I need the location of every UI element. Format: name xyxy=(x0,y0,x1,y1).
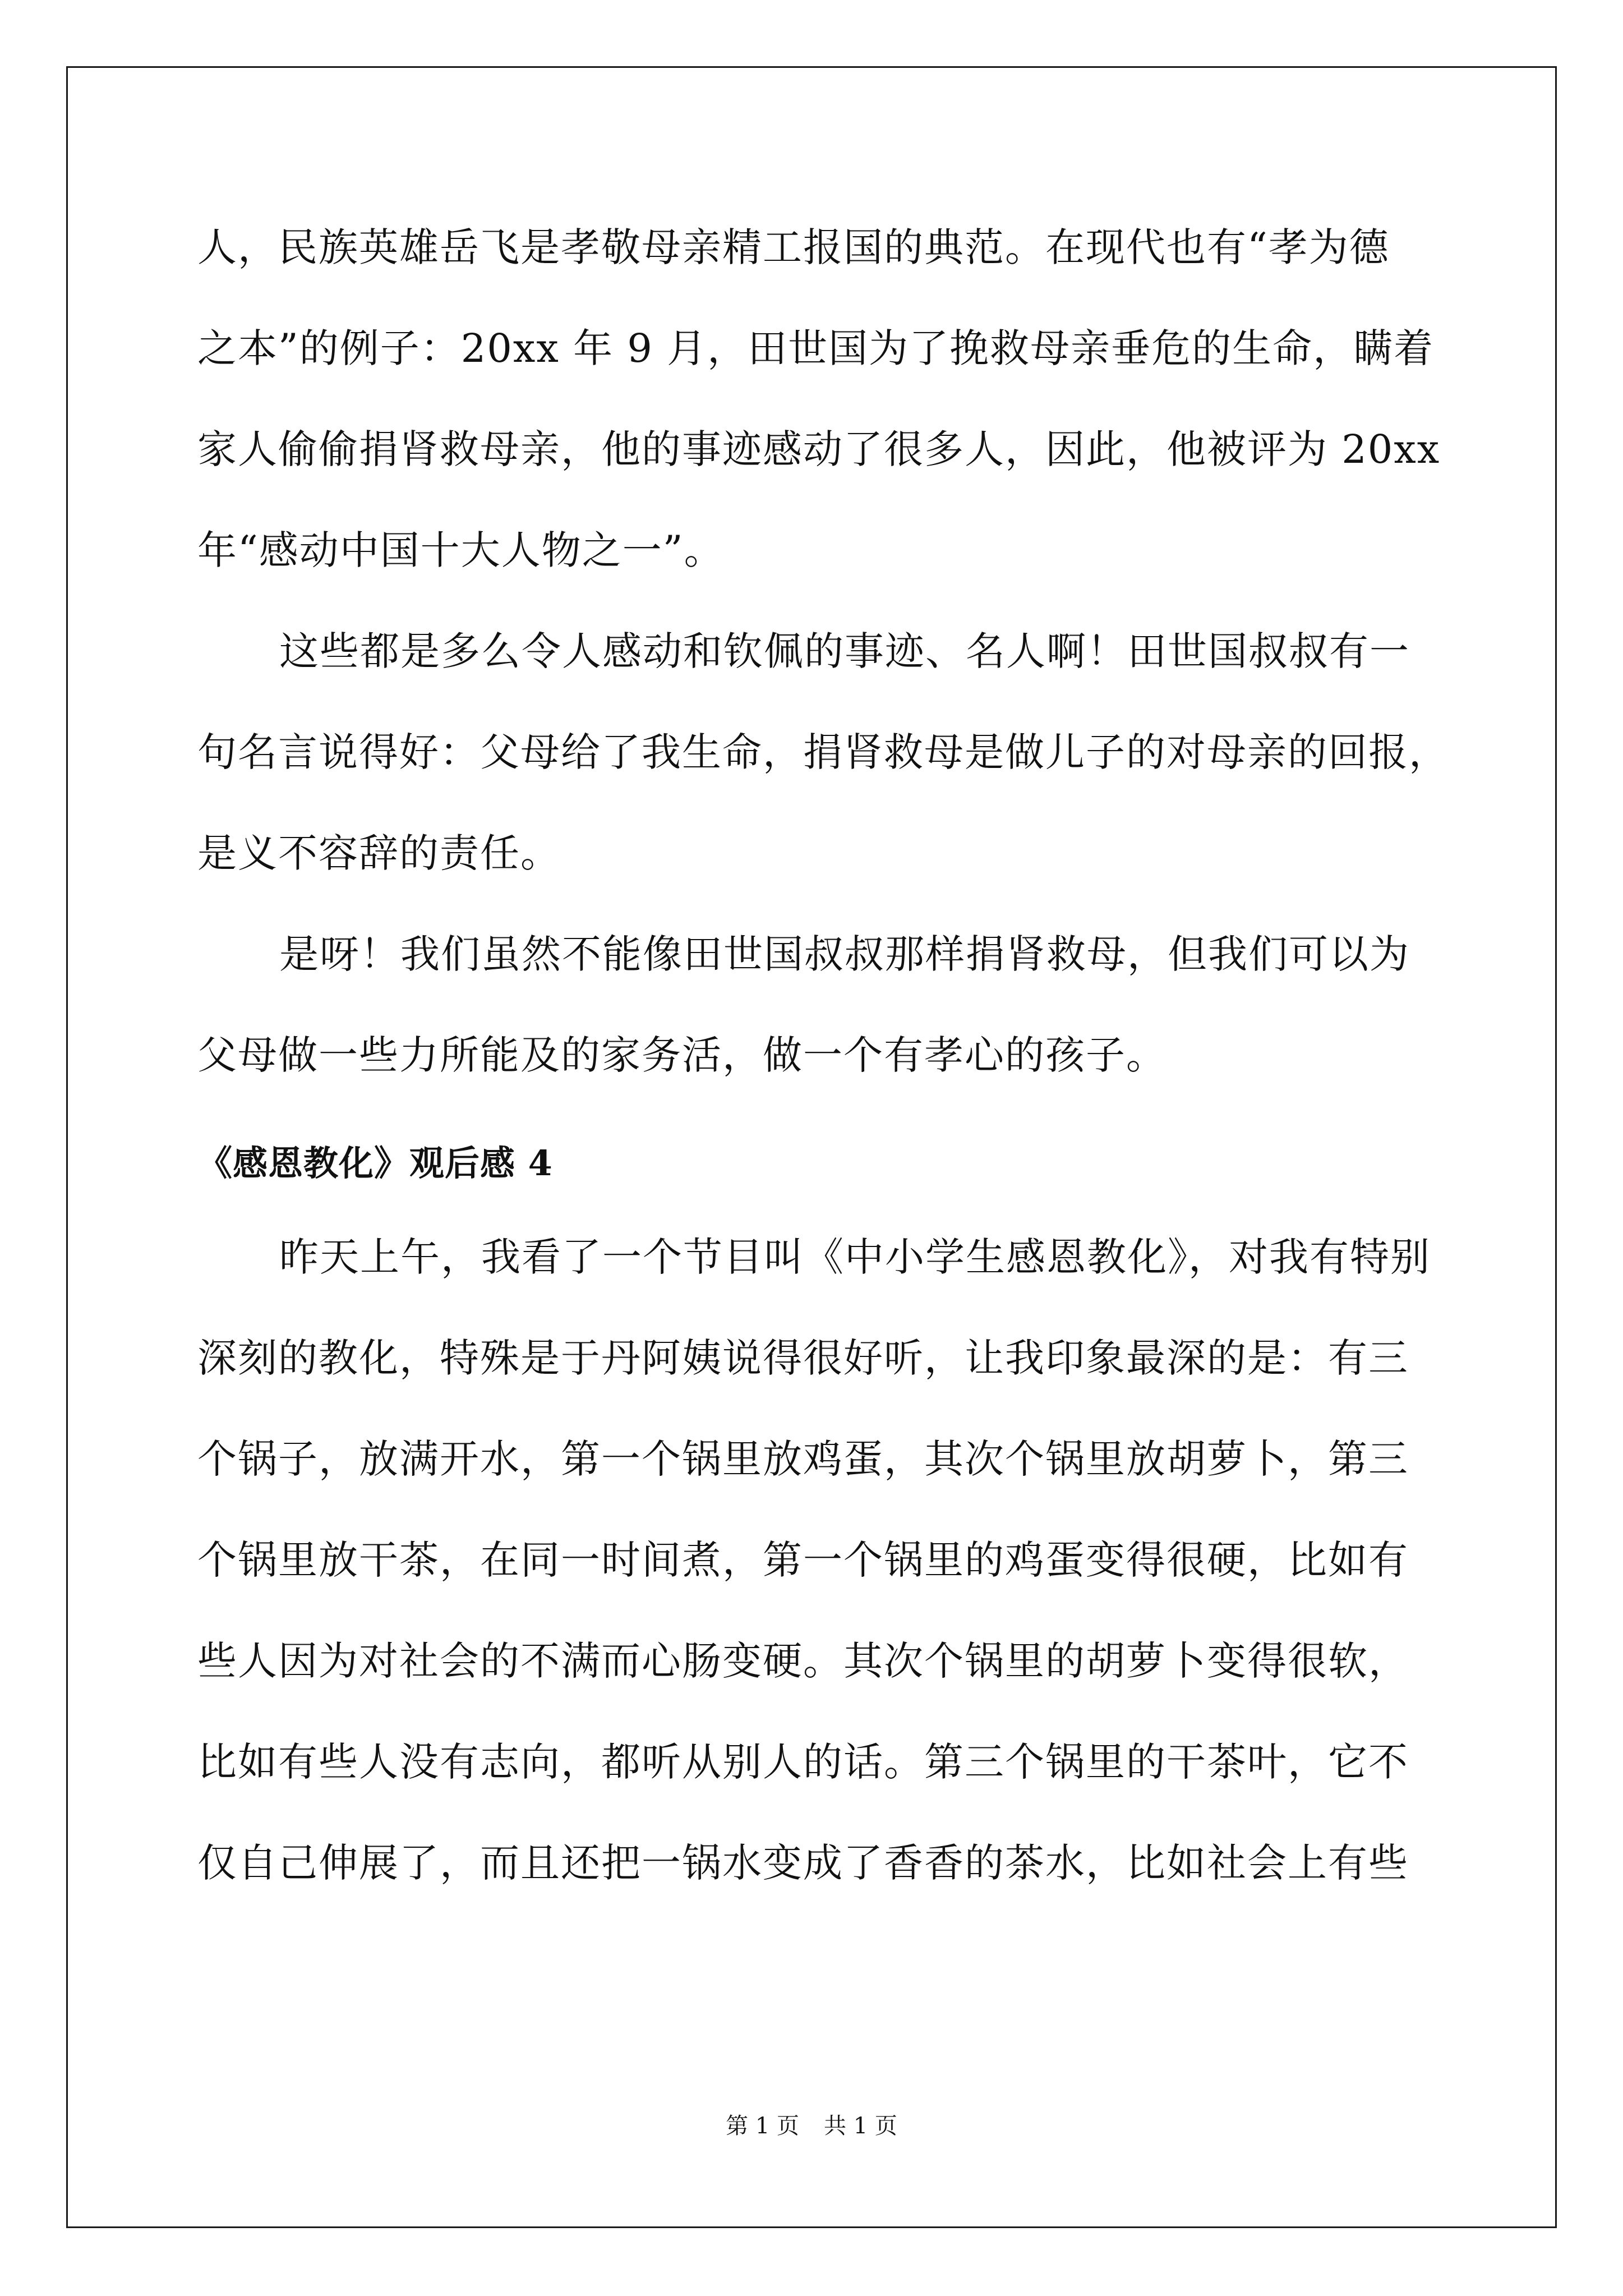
paragraph-line: 这些都是多么令人感动和钦佩的事迹、名人啊！田世国叔叔有一 xyxy=(279,628,1410,674)
paragraph-line: 句名言说得好：父母给了我生命，捐肾救母是做儿子的对母亲的回报， xyxy=(197,729,1449,775)
paragraph-line: 家人偷偷捐肾救母亲，他的事迹感动了很多人，因此，他被评为 20xx xyxy=(197,426,1441,472)
page-footer xyxy=(0,2112,1623,2140)
paragraph-line: 之本”的例子：20xx 年 9 月，田世国为了挽救母亲垂危的生命，瞒着 xyxy=(197,325,1435,371)
paragraph-line: 昨天上午，我看了一个节目叫《中小学生感恩教化》，对我有特别 xyxy=(279,1234,1431,1280)
paragraph-line: 个锅子，放满开水，第一个锅里放鸡蛋，其次个锅里放胡萝卜，第三 xyxy=(197,1436,1409,1482)
paragraph-line: 深刻的教化，特殊是于丹阿姨说得很好听，让我印象最深的是：有三 xyxy=(197,1335,1409,1381)
page-number: 第 1 页 xyxy=(726,2113,799,2139)
paragraph-line: 父母做一些力所能及的家务活，做一个有孝心的孩子。 xyxy=(197,1032,1166,1078)
paragraph-line: 是义不容辞的责任。 xyxy=(197,830,561,876)
paragraph-line: 人，民族英雄岳飞是孝敬母亲精工报国的典范。在现代也有“孝为德 xyxy=(197,224,1390,270)
paragraph-line: 年“感动中国十大人物之一”。 xyxy=(197,527,725,573)
paragraph-line: 个锅里放干茶，在同一时间煮，第一个锅里的鸡蛋变得很硬，比如有 xyxy=(197,1537,1409,1583)
paragraph-line: 些人因为对社会的不满而心肠变硬。其次个锅里的胡萝卜变得很软， xyxy=(197,1638,1409,1684)
section-title: 《感恩教化》观后感 4 xyxy=(197,1143,553,1184)
paragraph-line: 是呀！我们虽然不能像田世国叔叔那样捐肾救母，但我们可以为 xyxy=(279,931,1410,977)
paragraph-line: 比如有些人没有志向，都听从别人的话。第三个锅里的干茶叶，它不 xyxy=(197,1739,1409,1785)
page-total: 共 1 页 xyxy=(824,2113,897,2139)
paragraph-line: 仅自己伸展了，而且还把一锅水变成了香香的茶水，比如社会上有些 xyxy=(197,1840,1409,1886)
